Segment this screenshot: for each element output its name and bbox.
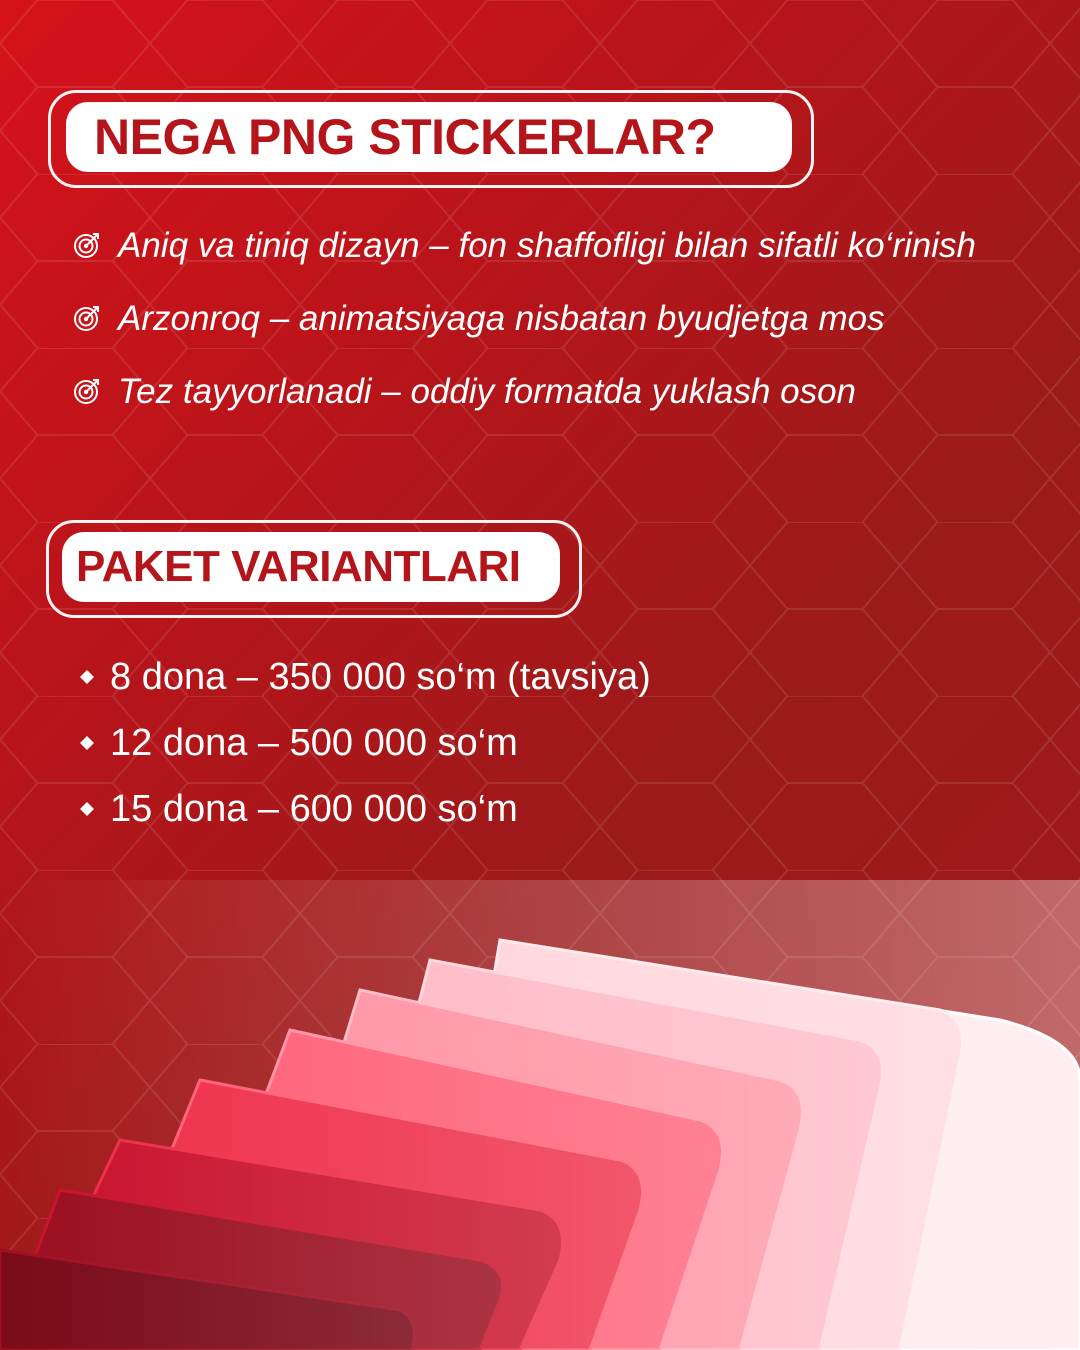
- diamond-bullet-icon: [80, 736, 94, 750]
- reason-text: Aniq va tiniq dizayn – fon shaffofligi bilan sifatli ko‘rinish: [118, 226, 976, 265]
- package-text: 12 dona – 500 000 so‘m: [110, 721, 518, 764]
- target-icon: [72, 376, 102, 406]
- page-title: NEGA PNG STICKERLAR?: [66, 102, 792, 172]
- reasons-list: [72, 222, 1032, 441]
- list-item: [72, 368, 1032, 415]
- reason-text: Tez tayyorlanadi – oddiy formatda yuklash oson: [118, 372, 857, 411]
- packages-list: [80, 644, 651, 842]
- target-icon: [72, 230, 102, 260]
- list-item: [72, 295, 1032, 342]
- target-icon: [72, 303, 102, 333]
- package-text: 15 dona – 600 000 so‘m: [110, 787, 518, 830]
- diamond-bullet-icon: [80, 670, 94, 684]
- packages-title: PAKET VARIANTLARI: [62, 532, 560, 602]
- list-item: [80, 644, 651, 710]
- reason-text: Arzonroq – animatsiyaga nisbatan byudjetga mos: [118, 299, 885, 338]
- package-text: 8 dona – 350 000 so‘m (tavsiya): [110, 655, 651, 698]
- list-item: [72, 222, 1032, 269]
- decorative-cards-illustration: [0, 880, 1080, 1350]
- diamond-bullet-icon: [80, 802, 94, 816]
- card-stack: [0, 880, 1080, 1350]
- list-item: [80, 710, 651, 776]
- list-item: [80, 776, 651, 842]
